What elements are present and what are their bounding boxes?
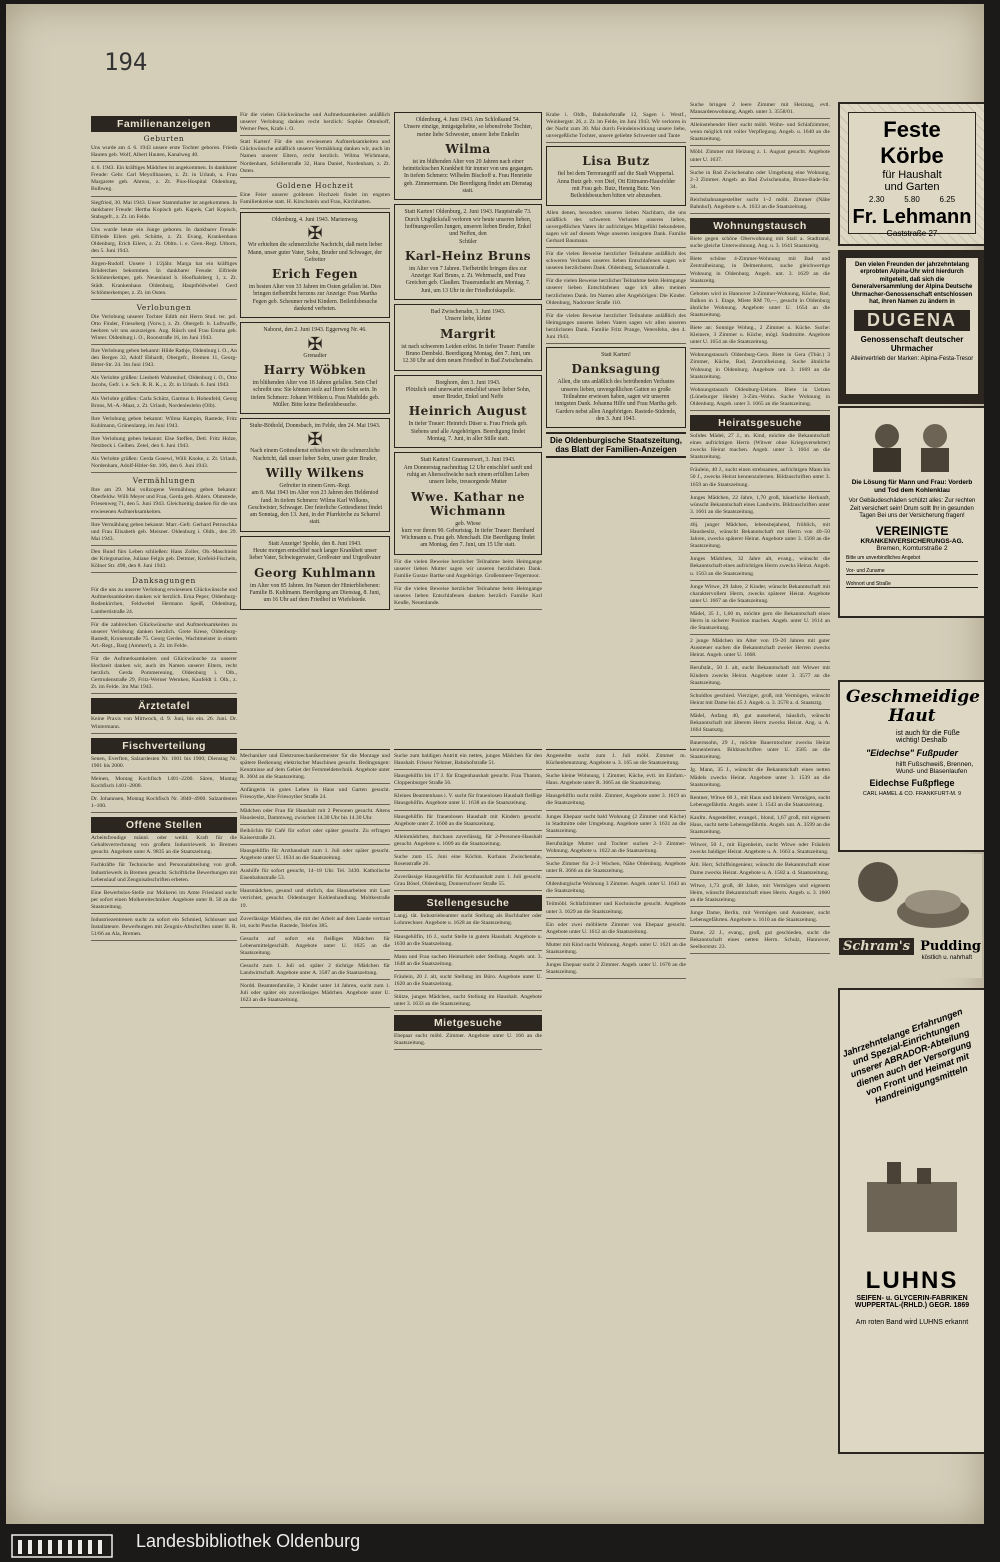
obituary-notice (394, 375, 542, 449)
ad-baskets-address: Gaststraße 27 (886, 229, 938, 238)
job-ad: Eine Bewerbslos-Stelle zur Molkerei im Amte Friesland sucht per sofort einen Molkereitechniker. Angebote unter R. 50 an die Staatszeitung. (91, 890, 237, 914)
ad-foot-powder-title: Geschmeidige Haut (846, 687, 980, 726)
ad-insurance-text: Vor Gebäudeschäden schützt alles: Zur rechten Zeit versichert sein! Drum sollt Ihr in gesunden Tagen Bei uns der Versicherung fragen! (848, 498, 976, 519)
classified-ad: Hausgehilfin sucht möbl. Zimmer, Angebote unter 3. 1619 an die Staatszeitung. (546, 793, 686, 810)
obituary-text: Unsere einzige, innigstgeliebte, so lebensfrohe Tochter, meine liebe Schwester, unsere liebe Enkelin (403, 124, 533, 138)
classified-ad: Reichsbahnangestellter sucht 1–2 möbl. Zimmer (Nähe Bahnhof). Angebote u. A. 1633 an die Staatszeitung. (690, 197, 830, 214)
illustration-plant-icon (847, 1152, 977, 1242)
ad-insurance-form-2: Vor- und Zuname (846, 568, 978, 575)
engagement-ad: Ihre Verlobung geben bekannt: Hilde Rathje, Oldenburg i. O., An den Bergen 32, Adolf Ebhardt, Obergefr., Bremen 11, Georg-Bitter-Str. 24. 3m Juni 1943. (91, 348, 237, 372)
obituary-text: Plötzlich und unerwartet entschlief unser lieber Sohn, unser Bruder, Enkel und Neffe (405, 386, 531, 401)
ad-foot-powder-brand: "Eidechse" Fußpuder (865, 748, 959, 758)
fish-notice: Senen, Everften, Salzardesten Nr. 1601 bis 1900; Dienstag Nr. 1901 bis 2000. (91, 756, 237, 773)
classified-ad: Alleinstehender Herr sucht möbl. Wohn- und Schlafzimmer, wenn möglich mit voller Verpflegung. Angeb. u. 1640 an die Staatszeitung. (690, 122, 830, 146)
column-housing-marriage (690, 102, 830, 1447)
column-obituaries-3 (546, 112, 686, 744)
iron-cross-icon: ✠ (307, 429, 323, 450)
obituary-header: Bad Zwischenahn, 3. Juni 1943. (430, 309, 506, 316)
marriage-ad: Schuldlos geschied. Vierziger, groß, mit Vermögen, wünscht Heirat mit Dame bis 45 J. Angeb. u. 3. 3578 a. d. Staatsztg. (690, 693, 830, 710)
thanks-ad: Allen denen, besonders unseren lieben Nachbarn, die uns anläßlich des schweren Verlustes unseres lieben, unvergeßlichen Vaters ihr aufrichtiges Mitgefühl bekundeten, sagen wir auf diesem Wege unseren innigsten Dank. Familie Gerhard Baumann. (546, 210, 686, 248)
thanks-ad: Für die uns zu unserer Verlobung erwiesenen Glückwünsche und Aufmerksamkeiten danken wir herzlich. Erna Peper, Oldenburg-Rodenkirchen, Feldwebel Hermann Speiß, Oldenburg, Lambertistraße 24. (91, 587, 237, 618)
page-number: 194 (104, 48, 148, 76)
classified-ad: Junges Ehepaar sucht 2 Zimmer. Angeb. unter U. 1670 an die Staatszeitung. (546, 962, 686, 979)
section-heading-family: Familienanzeigen (91, 116, 237, 132)
obituary-name: Wilma (445, 141, 491, 156)
obituary-footer: ist im blühenden Alter von 20 Jahren nach einer heimtückischen Krankheit für immer von uns gegangen. In tiefem Schmerz: Wilhelm Bischoff u. Frau Henriette geb. Zimmermann. Die Beerdigung findet am Dienstag statt. (402, 158, 534, 195)
marriage-ad: Witwer, 50 J., mit Eigenheim, sucht Witwe oder Fräulein zwecks baldiger Heirat. Angebote u. A. 1663 a. Staatszeitung. (690, 842, 830, 859)
ad-foot-powder (838, 680, 984, 852)
marriage-ad: Ältl. Herr, Schiffsingenieur, wünscht die Bekanntschaft einer Dame zwecks Heirat. Angebote u. A. 1582 a. d. Staatszeitung. (690, 862, 830, 879)
engagement-ad: Als Verlobte grüßen: Liesbeth Wahrenhof, Oldenburg i. O., Otto Jacobs, Gefr. i. e. Sch. R. R. K., z. Zt. in Urlaub. 6. Juni 1943. (91, 375, 237, 392)
library-footer (0, 1527, 1000, 1562)
marriage-ad: Junge Witwe, 29 Jahre, 2 Kinder, wünscht Bekanntschaft mit charaktervollem Herrn, zwecks späterer Heirat. Angebote unter U. 1667 an die Staatszeitung. (690, 584, 830, 608)
wedding-ad: Ihre am 29. Mai vollzogene Vermählung geben bekannt: Oberfeldw. Willi Meyer und Frau, Gerda geb. Ahlers. Ohmstede, Friesenweg 71, den 5. Juni 1943. Gleichzeitig danken für die uns erwiesenen Aufmerksamkeiten. (91, 487, 237, 518)
ad-pudding-tag: köstlich u. nahrhaft (921, 955, 972, 961)
marriage-ad: Dame, 22 J., evang., groß, gut geschieden, sucht die Bekanntschaft eines netten Herrn. Schulz, Hannover, Seelhorststr. 23. (690, 930, 830, 954)
birth-ad: Siegfried, 30. Mai 1943. Unser Stammhalter ist angekommen. In dankbarer Freude: Hertha Kopisch geb. Kapels, Carl Kopisch, Stabsgefr., z. Zt. im Felde. (91, 200, 237, 224)
thanks-ad: Für die vielen Beweise herzlicher Teilnahme beim Heimgange unserer lieben Mutter sagen wir unseren herzlichsten Dank. Familie Gustav Bartke und Angehörige. Großenmeer-Tegermoor. (394, 559, 542, 583)
ad-dugena-intro: Den vielen Freunden der jahrzehntelang erprobten Alpina-Uhr wird hierdurch mitgeteilt, daß sich die Generalversammlung der Alpina Deutsche Uhrmacher-Genossenschaft entschlossen hat, ihren Namen zu ändern in (851, 262, 973, 306)
price: 5.80 (904, 195, 920, 204)
exchange-ad: Wohnungstausch Oldenburg-Gera. Biete in Gera (Thür.) 3 Zimmer, Küche, Bad, Zentralheizung. Suche ähnliche Wohnung in Oldenburg. Angebote unt. 3. 1669 an die Staatszeitung. (690, 352, 830, 383)
wedding-ad: Den Bund fürs Leben schließen: Hans Zoller, Ob.-Maschinist der Kriegsmarine, Juliane Felgis geb. Dettmer, Krefeld-Fischeln, Kölner Str. 498, den 8. Juni 1943. (91, 549, 237, 573)
marriage-ad: Rentner, Witwe 60 J., mit Haus und kleinem Vermögen, sucht Lebensgefährtin. Angeb. unter 3. 1543 an die Staatszeitung. (690, 795, 830, 812)
obituary-notice (240, 322, 390, 414)
marriage-ad: Mädel, Anfang 40, gut aussehend, häuslich, wünscht Bekanntschaft mit älterem Herrn zwecks Heirat. Ang. u. A. 1664 Staatsztg. (690, 713, 830, 737)
classified-ad: Hausgehilfin, 16 J., sucht Stelle in gutem Haushalt. Angebote u. 1630 an die Staatszeitung. (394, 934, 542, 951)
obituary-name: Karl-Heinz Bruns (405, 248, 531, 263)
ad-dugena-sub: Genossenschaft deutscher Uhrmacher (860, 335, 964, 354)
obituary-header: Statt Karten! Grammersort, 3. Juni 1943. (420, 457, 516, 464)
engagement-ad: Die Verlobung unserer Tochter Edith mit Herrn Stud. ter. pol. Otto Finder, Friesoberg (Vorw.), z. Zt. Obergefr. b. Luftwaffe, beehren wir uns anzuzeigen. Aug. Rüsch und Frau Emma geb. Winter. Oldenburg i. O., Roonstraße 16, im Juni 1943. (91, 314, 237, 345)
subheading-births: Geburten (143, 134, 185, 143)
thanks-ad: Statt Karten! Für die uns erwiesenen Aufmerksamkeiten und Glückwünsche anläßlich unserer Vermählung danken wir, auch im Namen unserer Eltern, recht herzlich. Wilma Wichmann, Nordenham, Schillerstraße 32, Hans Daniel, Nordenham, z. Zt. Osten. (240, 139, 390, 177)
divider (546, 749, 686, 750)
ad-luhns-city: WUPPERTAL-(RHLD.) GEGR. 1869 (854, 1302, 970, 1309)
obituary-sub: geb. Wiese (455, 520, 481, 527)
ad-dugena-brand: DUGENA (854, 310, 970, 331)
obituary-footer: In tiefer Trauer: Heinrich Düser u. Frau Frieda geb. Siebens und alle Angehörigen. Beerdigung findet Montag, 7. Juni, in aller Stille statt. (408, 421, 528, 443)
thanks-ad: Für die zahlreichen Glückwünsche und Aufmerksamkeiten zu unserer Verlobung danken herzlich. Grete Krese, Oldenburg-Rastedt, Kronenstraße 75. Georg Gerdes, Wachtmeister in einem Art.-Regt., Barg (Ammerl), z. Zt. im Felde. (91, 622, 237, 653)
ad-foot-powder-line: Eidechse Fußpflege (869, 778, 955, 788)
obituary-header: Stuhr-Böthold, Donnsbach, im Felde, den 24. Mai 1943. (249, 423, 381, 430)
thanks-ad: Für die vielen Beweise herzlicher Teilnahme anläßlich des Heimganges unseres lieben Vaters sagen wir allen unseren herzlichsten Dank. Familie Fritz Prange, Vetersfehn, den 4. Juni 1943. (546, 313, 686, 344)
classified-ad: Berufstätige Mutter und Tochter suchen 2–3 Zimmer-Wohnung. Angebote u. 1622 an die Staatszeitung. (546, 841, 686, 858)
marriage-ad: Witwe, 1,73 groß, 48 Jahre, mit Vermögen und eigenem Heim, wünscht Bekanntschaft eines Herrn. Angeb. u. 3. 1660 an die Staatszeitung. (690, 883, 830, 907)
marriage-ad: Junge Dame, Berlin, mit Vermögen und Aussteuer, sucht Lebensgefährten. Angebote u. 1610 an die Staatszeitung. (690, 910, 830, 927)
iron-cross-icon: ✠ (307, 223, 323, 244)
classified-ad: Kleines Beamtenhaus i. V. sucht für frauenlosen Haushalt fleißige Hausgehilfin. Angebote unter U. 1638 an die Staatszeitung. (394, 793, 542, 810)
ad-luhns-foot: Am roten Band wird LUHNS erkannt (855, 1319, 969, 1326)
ad-luhns-text: Jahrzehntelange Erfahrungen und Spezial-Einrichtungen unserer ABRADOR-Abteilung dienen auch der Versorgung von Front und Heimat mit Handreinigungsmitteln (841, 1006, 973, 1106)
notice-header: Statt Karten! (601, 352, 631, 359)
column-classified-b (394, 746, 542, 1446)
obituary-text: Durch Unglücksfall verloren wir heute unseren lieben, hoffnungsvollen Jungen, unseren lieben Bruder, Enkel und Neffen, den (404, 216, 532, 238)
subheading-engagements: Verlobungen (136, 302, 192, 312)
ad-insurance-name: VEREINIGTE (875, 523, 949, 538)
obituary-notice (240, 536, 390, 610)
marriage-ad: Junges Mädchen, 22 Jahre, 1,70 groß, bäuerliche Herkunft, wünscht Bekanntschaft eines Landwirts. Bildzuschriften unter 3. 1661 an die Staatszeitung. (690, 495, 830, 519)
library-building-icon (10, 1531, 114, 1559)
job-ad: Industriezentrenen sucht zu sofort ein Schmied, Schlosser und Installateure. Bewerbungen mit Zeugnis-Abschriften unter B. R. 51/66 an Ala, Bremen. (91, 917, 237, 941)
births-list (91, 145, 237, 300)
classified-ad: Hausgehilfin für frauenlosen Haushalt mit Kindern gesucht. Angebote unter Z. 1600 an die Staatszeitung. (394, 814, 542, 831)
classified-ad: Suche zum 15. Juni eine Köchin. Kurhaus Zwischenahn, Rosenstraße 26. (394, 854, 542, 871)
illustration-couple-icon (847, 414, 977, 474)
newspaper-page (6, 4, 984, 1524)
obituary-footer: fiel bei dem Terrorangriff auf die Stadt Wuppertal. Anna Butz geb. von Dief, Ott Eittmann-Hausfelder mit Frau geb. Butz, Hennig Butz. Von Beileidsbesuchen bitten wir abzusehen. (556, 171, 676, 200)
wedding-ad: Ihre Vermählung geben bekannt: Marr.-Gefr. Gerhard Petroschka und Frau Elisabeth geb. Meisner. Oldenburg i. Oldb., den 29. Mai 1943. (91, 522, 237, 546)
obituary-name: Lisa Butz (582, 154, 650, 169)
fish-notice: Dr. Johannsen, Montag Kochfisch Nr. 3840–4900. Salzardesten 1–100. (91, 796, 237, 813)
obituary-header: Statt Anzeige! Spohle, den 8. Juni 1943. (268, 540, 362, 547)
ad-insurance-address: Bremen, Komturstraße 2 (876, 544, 948, 552)
marriage-ad: Kaufm. Angestellter, evangel., blond, 1,67 groß, mit eigenem Haus, sucht nette Lebensgefährtin. Angeb. unt. A. 3599 an die Staatszeitung. (690, 815, 830, 839)
obituary-name: Heinrich August (408, 404, 528, 419)
obituary-header: Statt Karten! Oldenburg, 2. Juni 1943. Hauptstraße 73. (404, 209, 532, 216)
classified-ad: Suche kleine Wohnung, 1 Zimmer, Küche, evtl. im Einfam.-Haus. Angebote unter R. 3665 an die Staatszeitung. (546, 773, 686, 790)
obituary-name: Margrit (440, 326, 496, 341)
notice-title: Danksagung (571, 362, 661, 377)
notice-text: Allen, die uns anläßlich des betrübenden Verlustes unseres lieben, unvergeßlichen Gatten so große Teilnahme erwiesen haben, sagen wir unseren innigsten Dank. Johanna Hilfe und Frau Martha geb. Garders nebst allen Angehörigen. Rastede-Südende, den 3. Juni 1943. (554, 379, 678, 422)
thanks-ad: Für die vielen Glückwünsche und Aufmerksamkeiten anläßlich unserer Verlobung danken recht herzlich: Sophie Ottenhoff, Werner Pees, Krafe i. O. (240, 112, 390, 136)
subheading-golden-wedding: Goldene Hochzeit (276, 180, 354, 190)
obituary-rank: Gefreiter (304, 256, 326, 263)
classified-ad: Aushilfe für sofort gesucht, 14–18 Uhr. Tel. 3430. Katholische Eisenbahnstraße 53. (240, 868, 390, 885)
obituary-notice (394, 204, 542, 300)
column-classified-c (546, 746, 686, 1446)
ad-insurance (838, 406, 984, 618)
classified-ad: Junges Ehepaar sucht bald Wohnung (2 Zimmer und Küche) in Stadtmitte oder Umgebung. Angebote unter 3. 1631 an die Staatszeitung. (546, 814, 686, 838)
obituary-intro: Krabe i. Oldb., Bahnhofstraße 12, Sagen i. Westf., Weinbergstr. 26, z. Zt. im Felde, im Juni 1943. Wir verloren in der Nacht zum 30. Mai durch Feindeinwirkung unsere liebe, unvergeßliche Tochter, unsere geliebte Schwester und Tante (546, 112, 686, 143)
ad-foot-powder-maker: CARL HAMEL & CO. FRANKFURT-M. 9 (862, 791, 962, 797)
thanks-ad: Für die Aufmerksamkeiten und Glückwünsche zu unserer Hochzeit danken wir, auch im Namen unserer Eltern, recht herzlich. Gerda Pommerening, Oldenburg i. Olb., Gertrudenstraße 29, Fritz-Werner Wemken, Kaufeldt 1. Olb., z. Zt. im Felde. 3m Mai 1943. (91, 656, 237, 694)
price: 6.25 (939, 195, 956, 204)
section-heading-job-seekers: Stellengesuche (394, 895, 542, 911)
ad-insurance-form-1: Bitte um unverbindliches Angebot (846, 555, 978, 562)
subheading-weddings: Vermählungen (132, 476, 196, 486)
iron-cross-icon: ✠ (307, 333, 323, 354)
marriage-ad: 2 junge Mädchen im Alter von 19–20 Jahren mit guter Aussteuer suchen die Bekanntschaft zweier Herren zwecks Heirat. Angeb. unter U. 1668. (690, 638, 830, 662)
obituary-header: Naborst, den 2. Juni 1943. Eggerweg Nr. 46. (263, 327, 367, 334)
classified-ad: Mutter mit Kind sucht Wohnung. Angeb. unter U. 1621 an die Staatszeitung. (546, 942, 686, 959)
classified-ad: Möbl. Zimmer mit Heizung z. 1. August gesucht. Angebote unter U. 1637. (690, 149, 830, 166)
obituary-rank: Grenadier (303, 352, 327, 359)
classified-ad: Suche Zimmer für 2–3 Wochen, Nähe Oldenburg. Angebote unter R. 3666 an die Staatszeitung. (546, 861, 686, 878)
obituary-header: Borghorn, den 3. Juni 1943. (435, 379, 501, 386)
obituary-header: Oldenburg, 4. Juni 1943. Marienweg. (271, 216, 359, 223)
subheading-thanks: Danksagungen (132, 576, 196, 586)
classified-ad: Mechaniker und Elektromechanikermeister für die Montage und spätere Bedienung elektrischer Maschinen gesucht. Bedingungen: Kenntnisse auf dem Gebiet der Fernmeldetechnik. Angebote unter R. 3604 an die Staatszeitung. (240, 753, 390, 784)
newspaper-banner: Die Oldenburgische Staatszeitung, das Blatt der Familien-Anzeigen (546, 432, 686, 458)
classified-ad: Hausgehilfin bis 17 J. für Etagenhaushalt gesucht. Frau Thamm, Cloppenburger Straße 56. (394, 773, 542, 790)
golden-wedding-ad: Eine Feier unserer goldenen Hochzeit findet im engsten Familienkreise statt. H. Kirschstein und Frau, Kirchhatten. (240, 192, 390, 209)
obituary-footer: im Alter von 85 Jahren. Im Namen der Hinterbliebenen: Familie B. Kuhlmann. Beerdigung am Dienstag, 8. Juni, um 16 Uhr auf dem Friedhof in Wiefelstede. (249, 582, 381, 604)
classified-ad: Hausgehilfin für Arzthaushalt zum 1. Juli oder später gesucht. Angebote unter U. 1634 an die Staatszeitung. (240, 848, 390, 865)
ad-insurance-sub: KRANKENVERSICHERUNGS-AG. (860, 537, 964, 545)
exchange-ad: Biete an: Sonnige Wohng., 2 Zimmer u. Küche. Suche: Kleinere, 3 Zimmer u. Küche, mögl. Stadtmitte. Angebote unter U. 1654 an die Staatszeitung. (690, 325, 830, 349)
thanks-ad: Für die vielen Beweise herzlicher Teilnahme beim Heimgange unserer lieben Entschlafenen sage ich allen meinen herzlichsten Dank. Im Namen aller Angehörigen: Die Kinder. Oldenburg, Nadorster Straße 110. (546, 278, 686, 309)
marriage-ad: Berufstät., 50 J. alt, sucht Bekanntschaft mit Witwer mit Kindern zwecks Heirat. Angebote unter 3. 3577 an die Staatszeitung. (690, 665, 830, 689)
classified-ad: Anfängerin in gutes Leben in Haus und Garten gesucht. Friesoythe, Alte Friesoyther Straße 24. (240, 787, 390, 804)
ad-luhns-sub: SEIFEN- u. GLYCERIN-FABRIKEN (856, 1295, 968, 1302)
price: 2.30 (868, 195, 885, 204)
classified-ad: Gesucht zum 1. Juli od. später 2 tüchtige Mädchen für Landwirtschaft. Angebote unter A. 3587 an die Staatszeitung. (240, 963, 390, 980)
obituary-notice (394, 304, 542, 370)
engagement-ad: Als Verlobte grüßen: Gerda Gosewi, Willi Knoke, z. Zt. Urlaub, Nordenham, Adolf-Hitler-Str. 106, den 6. Juni 1943. (91, 456, 237, 473)
section-heading-exchange: Wohnungstausch (690, 218, 830, 234)
ad-foot-powder-text: ist auch für die Füße wichtig! Deshalb (896, 730, 960, 744)
marriage-ad: 46j. junger Mädchen, lebensbejahend, fröhlich, mit Hausbesitz, wünscht Bekanntschaft mit Herrn von 40–50 Jahren, zwecks späterer Heirat. Angebote unter 3. 1568 an die Staatszeitung. (690, 522, 830, 553)
classified-ad: Hausmädchen, gesund und ehrlich, das Hausarbeiten mit Lust verrichtet, gesucht. Oldenburger Kohlenhandlung. Moltkestraße 19. (240, 888, 390, 912)
birth-ad: Jürgen-Rudolf. Unsere 1 1/2jähr. Marga hat ein kräftiges Brüderchen bekommen. In dankbarer Freude: Elfriede Schlömerkemper, geb. Neuenland b. Hoofhalsberg 1, z. Zt. Städt. Krankenhaus Oldenburg, Hauptfeldwebel Gerd Schlömerkemper, z. Zt. im Osten. (91, 261, 237, 299)
ad-pudding-product: Pudding (920, 939, 981, 954)
obituary-footer: am 8. Mai 1943 im Alter von 23 Jahren den Heldentod fand. In tiefem Schmerz: Wilma Karl Wilkens, Geschwister, Schwager. Der feierliche Gottesdienst findet am Sonntag, den 13. Juni, in der Pfarrkirche zu Scharrel statt. (247, 490, 383, 526)
engagement-ad: Ihre Verlobung geben bekannt: Wilma Kampin, Rastede, Fritz Kuhlmann, Grünenlamp, im Juni 1943. (91, 416, 237, 433)
obituary-name: Willy Wilkens (265, 465, 365, 480)
obituary-text: Wir erhielten die schmerzliche Nachricht, daß mein lieber Mann, unser guter Vater, Sohn, Bruder und Schwager, der (247, 242, 383, 256)
birth-ad: 4. 6. 1943. Ein kräftiges Mädchen ist angekommen. In dankbarer Freude: Gebr. Carl Meyollhausen, z. Zt. in Urlaub, u. Frau Margarete geb. Ahrens, z. Zt. Pius-Hospital Oldenburg, Bulbweg. (91, 165, 237, 196)
classified-ad: Beiköchin für Café für sofort oder später gesucht. Zu erfragen Kaiserstraße 21. (240, 828, 390, 845)
ad-baskets-prices (859, 195, 965, 204)
classified-ad: Langj. tät. Industriebeamter sucht Stellung als Buchhalter oder Lohnrechner. Angebote u. 1628 an die Staatszeitung. (394, 913, 542, 930)
marriage-ad: Junges Mädchen, 32 Jahre alt, evang., wünscht die Bekanntschaft eines aufrichtigen Herrn zwecks Heirat. Angeb. u. 1563 an die Staatszeitung. (690, 556, 830, 580)
section-heading-rentals: Mietgesuche (394, 1015, 542, 1031)
classified-ad: Suche in Bad Zwischenahn oder Umgebung eine Wohnung, 2–3 Zimmer. Angeb. an Bad Zwischenahn, Bruno-Bade-Str. 34. (690, 170, 830, 194)
section-heading-jobs: Offene Stellen (91, 817, 237, 833)
job-ad: Fachkräfte für Technische und Personalabteilung von groß. Industriewerk in Bremen gesucht. Schriftliche Bewerbungen mit Lebenslauf und Zeugnisabschriften erbeten. (91, 862, 237, 886)
marriage-ad: Solides Mädel, 27 J., m. Kind, möchte die Bekanntschaft eines aufrichtigen Herrn (Witwer ohne Kriegsversehrter) zwecks Heirat machen. Angeb. unter 3. 1664 an die Staatszeitung. (690, 433, 830, 464)
column-obituaries-1 (240, 112, 390, 752)
birth-ad: Uns wurde heute ein Junge geboren. In dankbarer Freude: Elfriede Eilers geb. Schütte, z. Zt. Evang. Krankenhaus Oldenburg, Erich Eilers, z. Zt. Obltn. i. e. Gren.-Regt. Uthorn, den 5. Juni 1943. (91, 227, 237, 258)
obituary-name: Harry Wöbken (263, 362, 367, 377)
exchange-ad: Biete gegen schöne Oberwohnung mit Stall a. Stadtrand, suche gleiche Unterwohnung. Ang. u. 3. 1641 Staatszeitg. (690, 236, 830, 253)
classified-ad: Suche zum baldigen Antritt ein nettes, junges Mädchen für den Haushalt. Friseur Nehmer, Bahnhofstraße 51. (394, 753, 542, 770)
obituary-footer: kurz vor ihrem 90. Geburtstag. In tiefer Trauer: Bernhard Wichmann u. Frau geb. Menchadt. Die Beerdigung findet am Montag, den 7. Juni, um 15 Uhr statt. (401, 527, 535, 549)
thanks-ad: Für die vielen Beweise herzlicher Teilnahme beim Heimgange unseres lieben Entschlafenen danken herzlich Familie Karl Keuße, Neuenlande. (394, 586, 542, 610)
obituary-notice (240, 212, 390, 318)
classified-ad: Zuverlässige Hausgehilfin für Arzthaushalt zum 1. Juli gesucht. Grau Bösel, Oldenburg, Donnerschwer Straße 55. (394, 874, 542, 891)
divider (240, 749, 390, 750)
obituary-footer: ist nach schwerem Leiden erlöst. In tiefer Trauer: Familie Bruno Dembski. Beerdigung Montag, den 7. Juni, um 12.30 Uhr auf dem neuen Friedhof in Bad Zwischenahn. (401, 343, 535, 365)
ad-insurance-form-3: Wohnort und Straße (846, 581, 978, 588)
classified-ad: Ein oder zwei möblierte Zimmer von Ehepaar gesucht. Angebote unter U. 1612 an die Staatszeitung. (546, 922, 686, 939)
column-classified-a (240, 746, 390, 1446)
ad-dugena-foot: Alleinvertrieb der Marken: Alpina-Festa-Tresor (850, 356, 974, 363)
obituary-text: Nach einem Gottesdienst erhielten wir die schmerzliche Nachricht, daß unser lieber Sohn, unser guter Bruder, (250, 448, 380, 462)
thanks-notice (546, 347, 686, 428)
classified-ad: Angestellte sucht zum 1. Juli möbl. Zimmer m. Küchenbenutzung. Angebote u. 3. 165 an die Staatszeitung. (546, 753, 686, 770)
ad-dugena (838, 250, 984, 404)
classified-ad: Zuverlässige Mädchen, die mit der Arbeit auf dem Lande vertraut ist, sucht Pusche. Rastede, Telefon 385. (240, 916, 390, 933)
exchange-ad: Geboten wird in Hannover 3-Zimmer-Wohnung, Küche, Bad, Balkon in 1. Etage, Miete RM 70,—, gesucht in Oldenburg ähnliche Wohnung. Angebote unter U. 1654 an die Staatszeitung. (690, 291, 830, 322)
column-obituaries-2 (394, 112, 542, 744)
marriage-ad: Jg. Mann, 35 J., wünscht die Bekanntschaft eines netten Mädels zwecks Heirat. Angebote unter 3. 1539 an die Staatszeitung. (690, 767, 830, 791)
obituary-text: Heute morgen entschlief nach langer Krankheit unser lieber Vater, Schwiegervater, Großvater und Urgroßvater (249, 548, 381, 562)
obituary-notice (240, 418, 390, 532)
obituary-notice (394, 452, 542, 554)
ad-insurance-slogan: Die Lösung für Mann und Frau: Vorderb und Tod dem Kohlenklau (851, 479, 973, 494)
classified-ad: Ehepaar sucht möbl. Zimmer. Angebote unter U. 166 an die Staatszeitung. (394, 1033, 542, 1050)
classified-ad: Mädchen oder Frau für Haushalt mit 2 Personen gesucht. Altens Hausbesitz, Dammweg, zwischen 14.30 Uhr bis 14.30 Uhr. (240, 808, 390, 825)
classified-ad: Nordd. Beamtenfamilie, 3 Kinder unter 14 Jahren, sucht zum 1. Juli oder später ein zuverlässiges Mädchen. Angebote unter U. 1623 an die Staatszeitung. (240, 983, 390, 1007)
obituary-header: Oldenburg, 4. Juni 1943. Am Schloßsand 54. (415, 117, 521, 123)
ad-luhns (838, 988, 984, 1454)
ad-pudding-brand: Schram's (839, 938, 914, 955)
classified-ad: Alleinmädchen, durchaus zuverlässig, für 2-Personen-Haushalt gesucht. Angebote u. 1609 an die Staatszeitung. (394, 834, 542, 851)
obituary-name: Georg Kuhlmann (254, 565, 376, 580)
obituary-footer: im Alter von 7 Jahren. Tiefbetrübt bringen dies zur Anzeige: Karl Bruns, z. Zt. Wehrmacht, und Frau Gretchen geb. Claußen. Trauerandacht am Montag, 7. Juni, um 13 Uhr in der Friedhofskapelle. (405, 265, 531, 294)
obituary-text: Unsere liebe, kleine (444, 316, 492, 323)
section-heading-fish: Fischverteilung (91, 738, 237, 754)
engagement-ad: Ihre Verlobung geben bekannt: Else Steffen, Detl. Fritz Holze, Netzbeck i. Gelben. Zetel, den 6. Juni 1943. (91, 436, 237, 453)
classified-ad: Gesucht auf sofort ein fleißiges Mädchen für Lebensmittelgeschäft. Angebote unter U. 1625 an die Staatszeitung. (240, 936, 390, 960)
ad-baskets-line2: und Garten (884, 181, 940, 193)
marriage-ad: Mädel, 35 J., 1,60 m, möchte gern die Bekanntschaft eines Herrn in sicherer Position machen. Angeb. unter U. 1614 an die Staatszeitung. (690, 611, 830, 635)
marriage-ad: Fräulein, 40 J., sucht einen strebsamen, aufrichtigen Mann bis 50 J., zwecks Heirat kennenzulernen. Bildzuschriften unter 3. 1659 an die Staatszeitung. (690, 467, 830, 491)
classified-ad: Mann und Frau suchen Heimarbeit oder Stellung. Angeb. unt. 3. 1648 an die Staatszeitung. (394, 954, 542, 971)
marriage-ad: Bauernsohn, 29 J., möchte Bauerntochter zwecks Heirat kennenlernen. Bildzuschriften unter U. 3585 an die Staatszeitung. (690, 740, 830, 764)
divider (394, 749, 542, 750)
obituary-text: Am Donnerstag nachmittag 12 Uhr entschlief sanft und ruhig an Altersschwäche nach einem erfüllten Leben unsere liebe, treusorgende Mutter (403, 464, 533, 486)
obituary-notice (546, 146, 686, 205)
section-heading-doctors: Ärztetafel (91, 698, 237, 714)
doctor-notice: Keine Praxis von Mittwoch, d. 9. Juni, bis ein. 26. Juni. Dr. Wintermann. (91, 716, 237, 733)
obituary-rank: Gefreiter in einem Gren.-Regt. (279, 482, 351, 489)
fish-notice: Meinen, Montag Kochfisch 1401–2200. Sären, Montag Kochfisch 1401–2800. (91, 776, 237, 793)
ad-baskets-title: Feste Körbe (880, 117, 944, 168)
classified-ad: Suche bringen 2 leere Zimmer mit Heizung, evtl. Mansardenwohnung. Angeb. unter 3. 3558/01. (690, 102, 830, 119)
ad-foot-powder-list: hilft Fußschweiß, Brennen, Wund- und Blasenlaufen (896, 761, 974, 775)
ad-baskets (838, 102, 984, 246)
obituary-footer: im blühenden Alter von 18 Jahren gefallen. Sein Chef schreibt uns: Sie können stolz auf Ihren Sohn sein. In tiefem Schmerz: Johann Wöbken u. Frau Mathilde geb. Müller. Bitte keine Beileidsbesuche. (250, 379, 380, 408)
obituary-notice (394, 112, 542, 200)
classified-ad: Oldenburgische Wohnung 3 Zimmer. Angeb. unter U. 1643 an die Staatszeitung. (546, 881, 686, 898)
obituary-name: Wwe. Kathar ne Wichmann (411, 489, 525, 518)
obituary-rank: Schüler (459, 238, 477, 245)
engagement-ad: Als Verlobte grüßen: Carla Schütz, Garmus b. Hohenfeld, Georg Brons, M.-A.-Maat, z. Zt. Urlaub, Nordenleslehn (Olb). (91, 396, 237, 413)
ad-baskets-line1: für Haushalt (882, 169, 942, 181)
illustration-child-icon (838, 854, 982, 934)
exchange-ad: Biete schöne 4-Zimmer-Wohnung mit Bad und Zentralheizung, in Delmenhorst, suche gleichwertige Wohnung in Oldenburg. Angeb. unt. 3. 1629 an die Staatszeitg. (690, 256, 830, 287)
birth-ad: Uns wurde am 4. 6. 1943 unsere erste Tochter geboren. Frieda Hauten geb. Wolf, Albert Hauten, Kanalweg 40. (91, 145, 237, 162)
classified-ad: Teilmöbl. Schlafzimmer und Kochnische gesucht. Angebote unter 3. 1629 an die Staatszeitung. (546, 901, 686, 918)
column-family-ads (91, 112, 237, 1522)
section-heading-marriage: Heiratsgesuche (690, 415, 830, 431)
ad-baskets-shop: Fr. Lehmann (852, 206, 972, 228)
exchange-ad: Wohnungstausch Oldenburg-Uelzen. Biete in Uelzen (Lüneburger Heide) 3-Zim.-Wohn. Suche Wohnung in Oldenburg. Angeb. unter 3. 1665 an die Staatszeitung. (690, 387, 830, 411)
thanks-ad: Für die vielen Beweise herzlicher Teilnahme anläßlich des schweren Verlustes unseres lieben Entschlafenen sagen wir unseren herzlichsten Dank. Oldenburg, Schanzstraße 4. (546, 251, 686, 275)
ad-pudding (838, 854, 982, 978)
ad-luhns-brand: LUHNS (865, 1267, 959, 1294)
classified-ad: Fräulein, 20 J. alt, sucht Stellung im Büro. Angebote unter U. 1620 an die Staatszeitung. (394, 974, 542, 991)
library-label: Landesbibliothek Oldenburg (136, 1531, 361, 1551)
classified-ad: Stütze, junges Mädchen, sucht Stellung im Haushalt. Angebote unter 3. 1633 an die Staatszeitung. (394, 994, 542, 1011)
job-ad: Arbeitsfreudige männl. oder weibl. Kraft für die Gehaltsverrechnung von großem Industriewerk in Bremen gesucht. Angebote unter A. 9835 an die Staatszeitung. (91, 835, 237, 859)
obituary-footer: im besten Alter von 33 Jahren im Osten gefallen ist. Dies bringen tiefbetrübt herzens zur Anzeige: Frau Martha Fegen geb. Scheumer nebst Kindern. Beileidsbesuche dankend verbeten. (248, 284, 382, 313)
obituary-name: Erich Fegen (272, 267, 358, 282)
